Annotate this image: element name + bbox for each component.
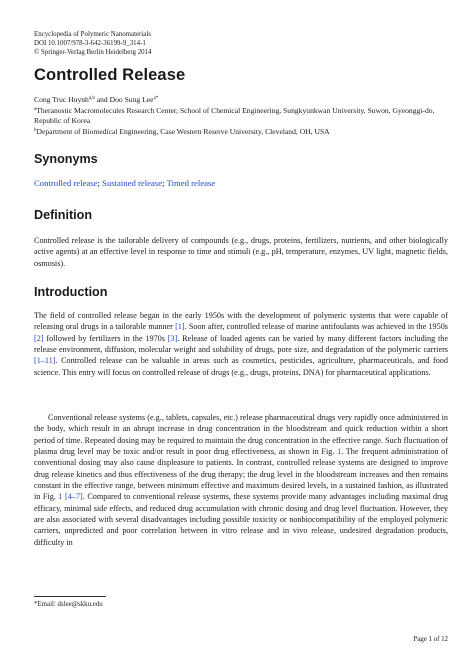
synonym-link[interactable]: Timed release [166, 178, 216, 188]
author-line [34, 95, 448, 106]
citation-link[interactable]: [4–7] [65, 492, 83, 502]
affiliation-text: Department of Biomedical Engineering, Case Western Reserve University, Cleveland, OH, USA [36, 126, 330, 136]
affiliation-b [34, 127, 448, 138]
running-header [34, 31, 152, 58]
citation-link[interactable]: [1–11] [34, 356, 56, 366]
affiliation-text: Theranostic Macromolecules Research Center, School of Chemical Engineering, Sungkyunkwan University, Suwon, Gyeonggi-do, Republic of Korea [34, 105, 435, 126]
doi: DOI 10.1007/978-3-642-36199-9_314-1 [34, 39, 146, 47]
page-number: Page 1 of 12 [413, 636, 448, 643]
footnote-email: *Email: dslee@skku.edu [34, 601, 103, 608]
author-sup: a* [153, 96, 159, 101]
paragraph-text: . Controlled release can be valuable in areas such as cosmetics, pesticides, agriculture, pharmaceuticals, and food science. This entry will focus on controlled release of drugs (e.g., drugs, proteins, DNA) for pharmaceutical applications. [34, 356, 448, 377]
author-name: Doo Sung Lee [109, 95, 154, 104]
footnote-divider [34, 596, 106, 597]
intro-paragraph-2 [34, 412, 448, 548]
figure-link[interactable]: 1 [58, 492, 63, 502]
citation-link[interactable]: [2] [34, 333, 44, 343]
figure-link[interactable]: 1 [337, 447, 342, 457]
synonym-separator: ; [97, 178, 103, 188]
affiliation-sup: b [34, 127, 37, 133]
copyright: © Springer-Verlag Berlin Heidelberg 2014 [34, 48, 152, 56]
affiliation-sup: a [34, 106, 37, 112]
paragraph-text: The field of controlled release began in the early 1950s with the development of polymeric systems that were capable of releasing oral drugs in a tailorable manner [34, 311, 448, 332]
author-sup: a,b [88, 96, 95, 101]
definition-heading: Definition [34, 208, 93, 222]
synonyms-heading: Synonyms [34, 152, 98, 166]
affiliation-a [34, 106, 448, 127]
author-conjunction: and [94, 95, 110, 104]
author-block [34, 95, 448, 137]
paragraph-text: followed by fertilizers in the 1970s [43, 333, 168, 343]
definition-paragraph: Controlled release is the tailorable delivery of compounds (e.g., drugs, proteins, fertilizers, nutrients, and other biologically active agents) at an effective level in response to time and stimuli (e.g., pH, temperature, enzymes, UV light, magnetic fields, osmosis). [34, 236, 448, 268]
paragraph-text: . The frequent administration of conventional dosing may also cause displeasure to patients. In contrast, controlled release systems are designed to improve drug release kinetics and thus effectiveness of the drug therapy; the drug level in the bloodstream increases and then remains constant in the effective range, between minimum effective and maximum desired levels, in a sustained fashion, as illustrated in Fig. [34, 447, 448, 502]
paragraph-text: . Compared to conventional release systems, these systems provide many advantages including maximal drug efficacy, minimal side effects, and reduced drug accumulation with chronic dosing and drug level fluctuation. However, they are also associated with several disadvantages including possible toxicity or nonbiocompatibility of the employed polymeric carriers, unpredicted and poor correlation between in vitro release and in vivo release, undesired degradation products, difficulty in [34, 492, 448, 547]
synonyms-list [34, 178, 215, 188]
synonym-link[interactable]: Sustained release [102, 178, 163, 188]
journal-name: Encyclopedia of Polymeric Nanomaterials [34, 31, 151, 38]
paragraph-text: . Soon after, controlled release of marine antifoulants was achieved in the 1950s [184, 322, 448, 332]
introduction-heading: Introduction [34, 285, 108, 299]
article-title: Controlled Release [34, 66, 186, 84]
intro-paragraph-1 [34, 310, 448, 378]
synonym-link[interactable]: Controlled release [34, 178, 98, 188]
paragraph-text: Conventional release systems (e.g., tablets, capsules, etc.) release pharmaceutical drugs very rapidly once administered in the body, which result in an abrupt increase in drug concentration in the bloodstream and quick reduction within a short period of time. Repeated dosing may be required to maintain the drug concentration in the effective range. Such fluctuation of plasma drug level may be toxic and/or result in poor drug effectiveness, as shown in Fig. [34, 413, 448, 457]
synonym-separator: ; [162, 178, 167, 188]
author-name: Cong Truc Huynh [34, 95, 89, 104]
paragraph-text: . Release of loaded agents can be varied by many different factors including the release environment, diffusion, molecular weight and solubility of drugs, pore size, and degradation of the polymeric carriers [34, 333, 448, 355]
citation-link[interactable]: [1] [175, 322, 185, 332]
citation-link[interactable]: [3] [167, 333, 178, 343]
